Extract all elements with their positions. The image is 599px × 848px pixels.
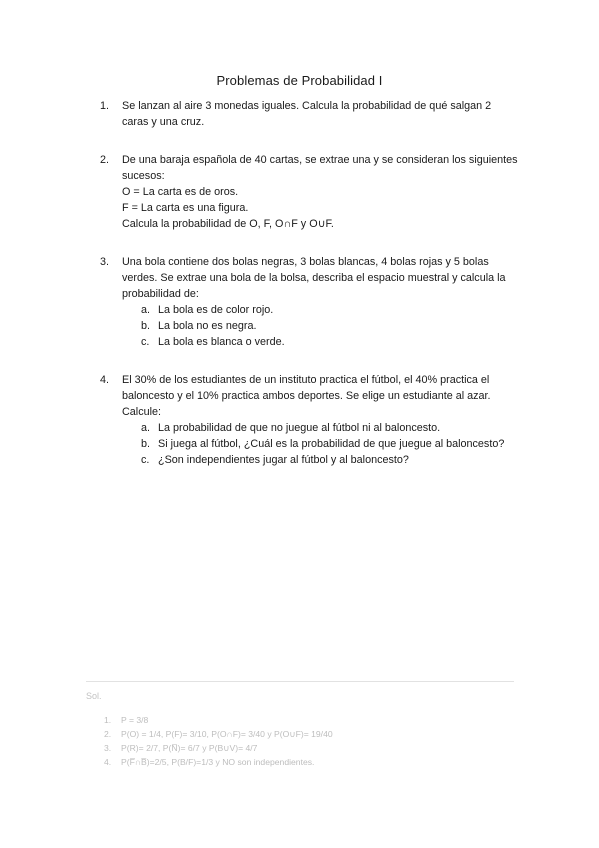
solution-number: 1. xyxy=(104,715,112,725)
sub-question-letter: b. xyxy=(141,438,151,450)
sub-question-text: La bola es blanca o verde. xyxy=(158,336,285,348)
sub-question-text: Si juega al fútbol, ¿Cuál es la probabilidad de que juegue al baloncesto? xyxy=(158,438,505,450)
sub-question-letter: c. xyxy=(141,454,150,466)
solution-text: P(R)= 2/7, P(N̅)= 6/7 y P(B∪V)= 4/7 xyxy=(121,743,258,753)
sub-question-text: La bola no es negra. xyxy=(158,320,257,332)
solution-number: 4. xyxy=(104,757,112,767)
problem-text: Se lanzan al aire 3 monedas iguales. Calcula la probabilidad de qué salgan 2 caras y una cruz. xyxy=(122,100,492,128)
solutions-divider xyxy=(86,681,514,682)
solution-item xyxy=(104,755,504,769)
solution-item xyxy=(104,713,504,727)
solution-text: P(O) = 1/4, P(F)= 3/10, P(O∩F)= 3/40 y P(O∪F)= 19/40 xyxy=(121,729,333,739)
sub-question-letter: a. xyxy=(141,304,151,316)
sub-question-text: La bola es de color rojo. xyxy=(158,304,274,316)
page-title: Problemas de Probabilidad I xyxy=(216,73,383,88)
problem-text: El 30% de los estudiantes de un instituto practica el fútbol, el 40% practica el baloncesto y el 10% practica ambos deportes. Se elige un estudiante al azar. Calcule: xyxy=(122,374,491,418)
sub-question-list xyxy=(122,420,520,468)
solution-number: 2. xyxy=(104,729,112,739)
problem-3 xyxy=(100,254,520,350)
solution-text: P = 3/8 xyxy=(121,715,149,725)
solutions-list xyxy=(104,713,504,769)
solution-number: 3. xyxy=(104,743,112,753)
solution-text: P(F̅∩B̅)=2/5, P(B/F)=1/3 y NO son independientes. xyxy=(121,757,315,767)
event-definition-o: O = La carta es de oros. xyxy=(122,186,239,198)
problem-question: Calcula la probabilidad de O, F, O∩F y O∪F. xyxy=(122,218,334,230)
sub-question-letter: b. xyxy=(141,320,151,332)
sub-question xyxy=(122,420,520,436)
problem-number: 2. xyxy=(100,154,110,166)
sub-question-letter: c. xyxy=(141,336,150,348)
sub-question-letter: a. xyxy=(141,422,151,434)
sub-question xyxy=(122,318,520,334)
sub-question xyxy=(122,302,520,318)
sub-question-text: La probabilidad de que no juegue al fútbol ni al baloncesto. xyxy=(158,422,441,434)
problem-list xyxy=(100,98,520,468)
solution-item xyxy=(104,727,504,741)
event-definition-f: F = La carta es una figura. xyxy=(122,202,249,214)
problem-4 xyxy=(100,372,520,468)
sub-question xyxy=(122,452,520,468)
problem-text: De una baraja española de 40 cartas, se extrae una y se consideran los siguientes sucesos: xyxy=(122,154,518,182)
solutions-label: Sol. xyxy=(86,691,102,701)
problem-number: 1. xyxy=(100,100,110,112)
sub-question xyxy=(122,436,520,452)
problem-number: 4. xyxy=(100,374,110,386)
problem-2 xyxy=(100,152,520,232)
problem-number: 3. xyxy=(100,256,110,268)
sub-question xyxy=(122,334,520,350)
solution-item xyxy=(104,741,504,755)
problem-text: Una bola contiene dos bolas negras, 3 bolas blancas, 4 bolas rojas y 5 bolas verdes. Se extrae una bola de la bolsa, describa el espacio muestral y calcula la probabilidad de: xyxy=(122,256,506,300)
sub-question-list xyxy=(122,302,520,350)
problem-1 xyxy=(100,98,520,130)
sub-question-text: ¿Son independientes jugar al fútbol y al baloncesto? xyxy=(158,454,409,466)
